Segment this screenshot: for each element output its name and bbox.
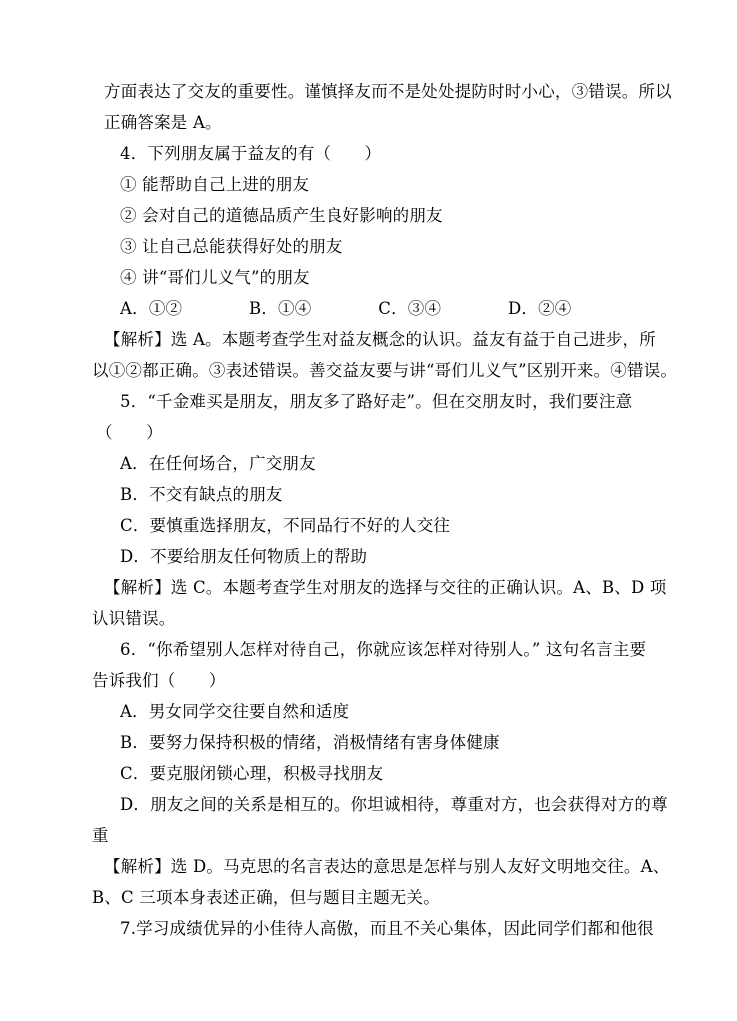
text-line: 【解析】选 A。本题考查学生对益友概念的认识。益友有益于自己进步，所: [104, 330, 656, 349]
text-line: C．要慎重选择朋友，不同品行不好的人交往: [120, 516, 451, 535]
text-line: ④ 讲“哥们儿义气”的朋友: [120, 268, 310, 287]
text-line: 告诉我们（ ）: [92, 671, 226, 690]
text-line: 6．“你希望别人怎样对待自己，你就应该怎样对待别人。” 这句名言主要: [120, 640, 647, 659]
text-line: ③ 让自己总能获得好处的朋友: [120, 237, 343, 256]
text-line: 5．“千金难买是朋友，朋友多了路好走”。但在交朋友时，我们要注意: [120, 392, 633, 411]
text-line: B．不交有缺点的朋友: [120, 485, 283, 504]
text-line: D．朋友之间的关系是相互的。你坦诚相待，尊重对方，也会获得对方的尊: [120, 795, 668, 814]
text-line: 以①②都正确。③表述错误。善交益友要与讲“哥们儿义气”区别开来。④错误。: [92, 361, 678, 380]
text-line: A．①② B．①④ C．③④ D．②④: [120, 299, 572, 318]
text-line: 认识错误。: [92, 609, 176, 628]
text-line: D．不要给朋友任何物质上的帮助: [120, 547, 368, 566]
text-line: A．在任何场合，广交朋友: [120, 454, 316, 473]
text-line: B．要努力保持积极的情绪，消极情绪有害身体健康: [120, 733, 500, 752]
text-line: 7.学习成绩优异的小佳待人高傲，而且不关心集体，因此同学们都和他很: [120, 919, 654, 938]
text-line: 4．下列朋友属于益友的有（ ）: [120, 144, 382, 163]
text-line: 【解析】选 C。本题考查学生对朋友的选择与交往的正确认识。A、B、D 项: [104, 578, 667, 597]
text-line: B、C 三项本身表述正确，但与题目主题无关。: [92, 888, 440, 907]
text-line: ① 能帮助自己上进的朋友: [120, 175, 310, 194]
text-line: 【解析】选 D。马克思的名言表达的意思是怎样与别人友好文明地交往。A、: [104, 857, 670, 876]
text-line: A．男女同学交往要自然和适度: [120, 702, 350, 721]
text-line: C．要克服闭锁心理，积极寻找朋友: [120, 764, 384, 783]
text-line: 方面表达了交友的重要性。谨慎择友而不是处处提防时时小心，③错误。所以: [104, 82, 672, 101]
text-line: 正确答案是 A。: [104, 113, 222, 132]
text-line: ② 会对自己的道德品质产生良好影响的朋友: [120, 206, 443, 225]
text-line: （ ）: [96, 423, 163, 442]
text-line: 重: [92, 826, 109, 845]
